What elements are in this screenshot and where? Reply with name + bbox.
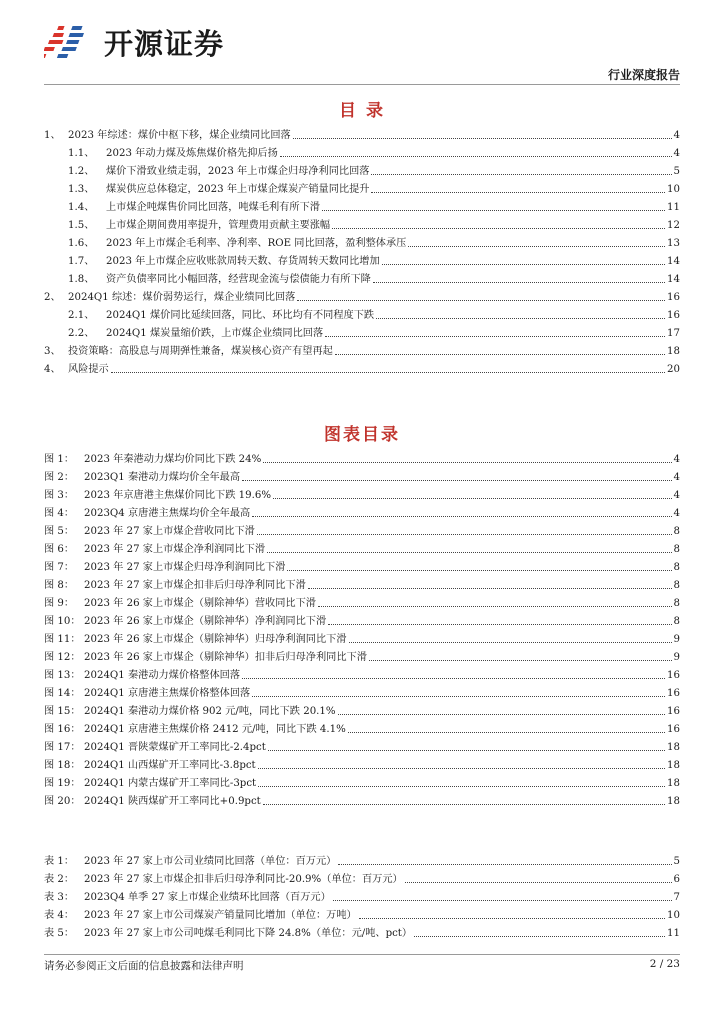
entry-page: 10 <box>667 910 680 921</box>
entry-page: 20 <box>667 364 680 375</box>
dot-leader <box>252 696 665 697</box>
toc-entry[interactable] <box>44 160 680 178</box>
entry-title: 2023 年 27 家上市公司煤炭产销量同比增加（单位：万吨） <box>84 910 357 921</box>
toc-entry[interactable] <box>44 304 680 322</box>
entry-number: 图 11： <box>44 634 81 645</box>
dot-leader <box>332 228 665 229</box>
entry-page: 8 <box>673 544 680 555</box>
dot-leader <box>287 570 671 571</box>
entry-title: 2023 年上市煤企应收账款周转天数、存货周转天数同比增加 <box>106 256 380 267</box>
entry-title: 2023Q1 秦港动力煤均价全年最高 <box>84 472 241 483</box>
entry-number: 2.1、 <box>68 310 95 321</box>
entry-number: 图 18： <box>44 760 81 771</box>
entry-number: 图 20： <box>44 796 81 807</box>
dot-leader <box>258 786 665 787</box>
entry-title: 2023 年 27 家上市煤企扣非后归母净利同比下滑 <box>84 580 306 591</box>
entry-title: 2024Q1 京唐港主焦煤价格整体回落 <box>84 688 251 699</box>
figure-entry[interactable] <box>44 664 680 682</box>
report-type: 行业深度报告 <box>607 68 680 82</box>
page-number: 2 / 23 <box>649 958 680 970</box>
entry-title: 2023 年 26 家上市煤企（剔除神华）扣非后归母净利同比下滑 <box>84 652 367 663</box>
entry-page: 4 <box>673 508 680 519</box>
figure-entry[interactable] <box>44 466 680 484</box>
table-entry[interactable] <box>44 850 680 868</box>
entry-title: 2023 年上市煤企毛利率、净利率、ROE 同比回落，盈利整体承压 <box>106 238 407 249</box>
toc-entry[interactable] <box>44 196 680 214</box>
figure-entry[interactable] <box>44 556 680 574</box>
entry-number: 表 3： <box>44 892 75 903</box>
entry-page: 16 <box>667 310 680 321</box>
figure-entry[interactable] <box>44 682 680 700</box>
toc-entry[interactable] <box>44 322 680 340</box>
dot-leader <box>348 732 665 733</box>
dot-leader <box>267 552 671 553</box>
entry-title: 2023 年 27 家上市公司吨煤毛利同比下降 24.8%（单位：元/吨、pct） <box>84 928 413 939</box>
entry-title: 2023 年 26 家上市煤企（剔除神华）净利润同比下滑 <box>84 616 327 627</box>
entry-title: 投资策略：高股息与周期弹性兼备，煤炭核心资产有望再起 <box>68 346 333 357</box>
entry-page: 9 <box>673 634 680 645</box>
figure-entry[interactable] <box>44 628 680 646</box>
figure-entry[interactable] <box>44 772 680 790</box>
brand-name: 开源证券 <box>104 26 225 61</box>
entry-number: 1.6、 <box>68 238 95 249</box>
figure-entry[interactable] <box>44 538 680 556</box>
entry-number: 2、 <box>44 292 61 303</box>
footer-disclaimer: 请务必参阅正文后面的信息披露和法律声明 <box>44 960 244 972</box>
figure-entry[interactable] <box>44 700 680 718</box>
toc-list <box>44 124 680 376</box>
entry-page: 6 <box>673 874 680 885</box>
entry-page: 14 <box>667 274 680 285</box>
toc-entry[interactable] <box>44 124 680 142</box>
dot-leader <box>408 246 665 247</box>
entry-number: 表 4： <box>44 910 75 921</box>
entry-number: 图 9： <box>44 598 75 609</box>
entry-title: 2023Q4 单季 27 家上市煤企业绩环比回落（百万元） <box>84 892 331 903</box>
toc-entry[interactable] <box>44 286 680 304</box>
dot-leader <box>371 192 665 193</box>
entry-page: 7 <box>673 892 680 903</box>
entry-page: 4 <box>673 454 680 465</box>
entry-number: 图 17： <box>44 742 81 753</box>
dot-leader <box>242 678 665 679</box>
entry-number: 图 7： <box>44 562 75 573</box>
table-entry[interactable] <box>44 904 680 922</box>
entry-page: 5 <box>673 166 680 177</box>
entry-page: 18 <box>667 742 680 753</box>
dot-leader <box>371 174 671 175</box>
entry-number: 图 16： <box>44 724 81 735</box>
entry-title: 上市煤企吨煤售价同比回落，吨煤毛利有所下滑 <box>106 202 320 213</box>
dot-leader <box>297 300 665 301</box>
toc-entry[interactable] <box>44 340 680 358</box>
entry-title: 2024Q1 山西煤矿开工率同比-3.8pct <box>84 760 256 771</box>
toc-entry[interactable] <box>44 232 680 250</box>
entry-page: 18 <box>667 760 680 771</box>
entry-page: 4 <box>673 490 680 501</box>
figures-list <box>44 448 680 808</box>
toc-entry[interactable] <box>44 250 680 268</box>
entry-number: 表 5： <box>44 928 75 939</box>
entry-title: 2024Q1 煤价同比延续回落，同比、环比均有不同程度下跌 <box>106 310 375 321</box>
entry-title: 2024Q1 京唐港主焦煤价格 2412 元/吨，同比下跌 4.1% <box>84 724 346 735</box>
entry-number: 3、 <box>44 346 61 357</box>
header-divider <box>44 84 680 85</box>
dot-leader <box>333 900 672 901</box>
entry-number: 1.7、 <box>68 256 95 267</box>
entry-number: 1.3、 <box>68 184 95 195</box>
company-logo <box>44 20 224 64</box>
dot-leader <box>293 138 672 139</box>
figure-entry[interactable] <box>44 754 680 772</box>
figure-entry[interactable] <box>44 502 680 520</box>
entry-page: 8 <box>673 562 680 573</box>
entry-title: 2023 年 27 家上市公司业绩同比回落（单位：百万元） <box>84 856 337 867</box>
toc-entry[interactable] <box>44 214 680 232</box>
entry-number: 图 10： <box>44 616 81 627</box>
entry-page: 8 <box>673 526 680 537</box>
entry-number: 1、 <box>44 130 61 141</box>
entry-number: 图 1： <box>44 454 75 465</box>
entry-title: 2023 年 27 家上市煤企营收同比下滑 <box>84 526 255 537</box>
entry-number: 1.5、 <box>68 220 95 231</box>
tables-list <box>44 850 680 940</box>
entry-number: 2.2、 <box>68 328 95 339</box>
dot-leader <box>349 642 672 643</box>
entry-number: 图 19： <box>44 778 81 789</box>
figure-entry[interactable] <box>44 574 680 592</box>
entry-title: 2023 年秦港动力煤均价同比下跌 24% <box>84 454 262 465</box>
dot-leader <box>318 606 672 607</box>
entry-number: 图 14： <box>44 688 81 699</box>
entry-title: 煤炭供应总体稳定，2023 年上市煤企煤炭产销量同比提升 <box>106 184 370 195</box>
entry-title: 2023 年 26 家上市煤企（剔除神华）归母净利润同比下滑 <box>84 634 347 645</box>
toc-entry[interactable] <box>44 358 680 376</box>
entry-number: 1.8、 <box>68 274 95 285</box>
dot-leader <box>359 918 665 919</box>
entry-title: 2024Q1 秦港动力煤价格整体回落 <box>84 670 241 681</box>
dot-leader <box>335 354 665 355</box>
dot-leader <box>325 336 665 337</box>
dot-leader <box>382 264 665 265</box>
entry-page: 16 <box>667 706 680 717</box>
entry-number: 图 4： <box>44 508 75 519</box>
dot-leader <box>273 498 672 499</box>
dot-leader <box>414 936 665 937</box>
entry-title: 上市煤企期间费用率提升，管理费用贡献主要涨幅 <box>106 220 331 231</box>
dot-leader <box>373 282 665 283</box>
entry-title: 2023 年 27 家上市煤企净利润同比下滑 <box>84 544 266 555</box>
entry-page: 11 <box>667 928 680 939</box>
entry-page: 4 <box>673 148 680 159</box>
entry-page: 18 <box>667 346 680 357</box>
table-entry[interactable] <box>44 922 680 940</box>
dot-leader <box>369 660 672 661</box>
dot-leader <box>328 624 671 625</box>
entry-title: 2023 年综述：煤价中枢下移，煤企业绩同比回落 <box>68 130 291 141</box>
dot-leader <box>263 462 671 463</box>
entry-title: 风险提示 <box>68 364 109 375</box>
dot-leader <box>111 372 665 373</box>
entry-page: 17 <box>667 328 680 339</box>
logo-mark-icon <box>44 22 100 62</box>
dot-leader <box>258 768 665 769</box>
entry-page: 5 <box>673 856 680 867</box>
entry-page: 4 <box>673 130 680 141</box>
figure-entry[interactable] <box>44 484 680 502</box>
entry-title: 2024Q1 内蒙古煤矿开工率同比-3pct <box>84 778 257 789</box>
entry-number: 4、 <box>44 364 61 375</box>
entry-number: 表 2： <box>44 874 75 885</box>
dot-leader <box>268 750 665 751</box>
entry-number: 1.1、 <box>68 148 95 159</box>
entry-page: 11 <box>667 202 680 213</box>
entry-page: 14 <box>667 256 680 267</box>
entry-page: 10 <box>667 184 680 195</box>
toc-entry[interactable] <box>44 142 680 160</box>
entry-page: 9 <box>673 652 680 663</box>
entry-number: 图 6： <box>44 544 75 555</box>
entry-number: 图 12： <box>44 652 81 663</box>
entry-title: 2024Q1 煤炭量缩价跌，上市煤企业绩同比回落 <box>106 328 324 339</box>
toc-entry[interactable] <box>44 178 680 196</box>
dot-leader <box>257 534 672 535</box>
entry-title: 2023Q4 京唐港主焦煤均价全年最高 <box>84 508 251 519</box>
dot-leader <box>338 714 665 715</box>
toc-title: 目 录 <box>339 101 385 121</box>
figures-title: 图表目录 <box>324 425 400 445</box>
entry-number: 图 3： <box>44 490 75 501</box>
entry-title: 2023 年 26 家上市煤企（剔除神华）营收同比下滑 <box>84 598 316 609</box>
entry-title: 2024Q1 综述：煤价弱势运行，煤企业绩同比回落 <box>68 292 296 303</box>
entry-page: 18 <box>667 778 680 789</box>
figure-entry[interactable] <box>44 646 680 664</box>
dot-leader <box>405 882 672 883</box>
entry-number: 图 15： <box>44 706 81 717</box>
entry-title: 2024Q1 秦港动力煤价格 902 元/吨，同比下跌 20.1% <box>84 706 336 717</box>
dot-leader <box>338 864 671 865</box>
figure-entry[interactable] <box>44 520 680 538</box>
entry-title: 资产负债率同比小幅回落，经营现金流与偿债能力有所下降 <box>106 274 371 285</box>
entry-page: 8 <box>673 616 680 627</box>
entry-page: 16 <box>667 688 680 699</box>
entry-title: 煤价下滑致业绩走弱，2023 年上市煤企归母净利同比回落 <box>106 166 370 177</box>
table-entry[interactable] <box>44 886 680 904</box>
entry-page: 16 <box>667 670 680 681</box>
entry-page: 4 <box>673 472 680 483</box>
figure-entry[interactable] <box>44 448 680 466</box>
entry-title: 2023 年 27 家上市煤企归母净利润同比下滑 <box>84 562 286 573</box>
dot-leader <box>263 804 665 805</box>
footer-divider <box>44 954 680 955</box>
entry-page: 18 <box>667 796 680 807</box>
entry-title: 2023 年 27 家上市煤企扣非后归母净利同比-20.9%（单位：百万元） <box>84 874 403 885</box>
entry-number: 图 2： <box>44 472 75 483</box>
figure-entry[interactable] <box>44 718 680 736</box>
figure-entry[interactable] <box>44 610 680 628</box>
entry-number: 表 1： <box>44 856 75 867</box>
dot-leader <box>308 588 672 589</box>
entry-number: 图 13： <box>44 670 81 681</box>
entry-number: 图 8： <box>44 580 75 591</box>
figure-entry[interactable] <box>44 592 680 610</box>
dot-leader <box>280 156 672 157</box>
table-entry[interactable] <box>44 868 680 886</box>
dot-leader <box>242 480 671 481</box>
entry-number: 1.2、 <box>68 166 95 177</box>
entry-title: 2023 年京唐港主焦煤价同比下跌 19.6% <box>84 490 272 501</box>
figure-entry[interactable] <box>44 736 680 754</box>
entry-page: 8 <box>673 598 680 609</box>
entry-title: 2023 年动力煤及炼焦煤价格先抑后扬 <box>106 148 278 159</box>
entry-number: 1.4、 <box>68 202 95 213</box>
dot-leader <box>322 210 665 211</box>
dot-leader <box>252 516 671 517</box>
entry-page: 13 <box>667 238 680 249</box>
toc-entry[interactable] <box>44 268 680 286</box>
entry-page: 16 <box>667 724 680 735</box>
entry-number: 图 5： <box>44 526 75 537</box>
figure-entry[interactable] <box>44 790 680 808</box>
entry-title: 2024Q1 陕西煤矿开工率同比+0.9pct <box>84 796 261 807</box>
entry-title: 2024Q1 晋陕蒙煤矿开工率同比-2.4pct <box>84 742 266 753</box>
entry-page: 12 <box>667 220 680 231</box>
dot-leader <box>376 318 665 319</box>
entry-page: 16 <box>667 292 680 303</box>
entry-page: 8 <box>673 580 680 591</box>
